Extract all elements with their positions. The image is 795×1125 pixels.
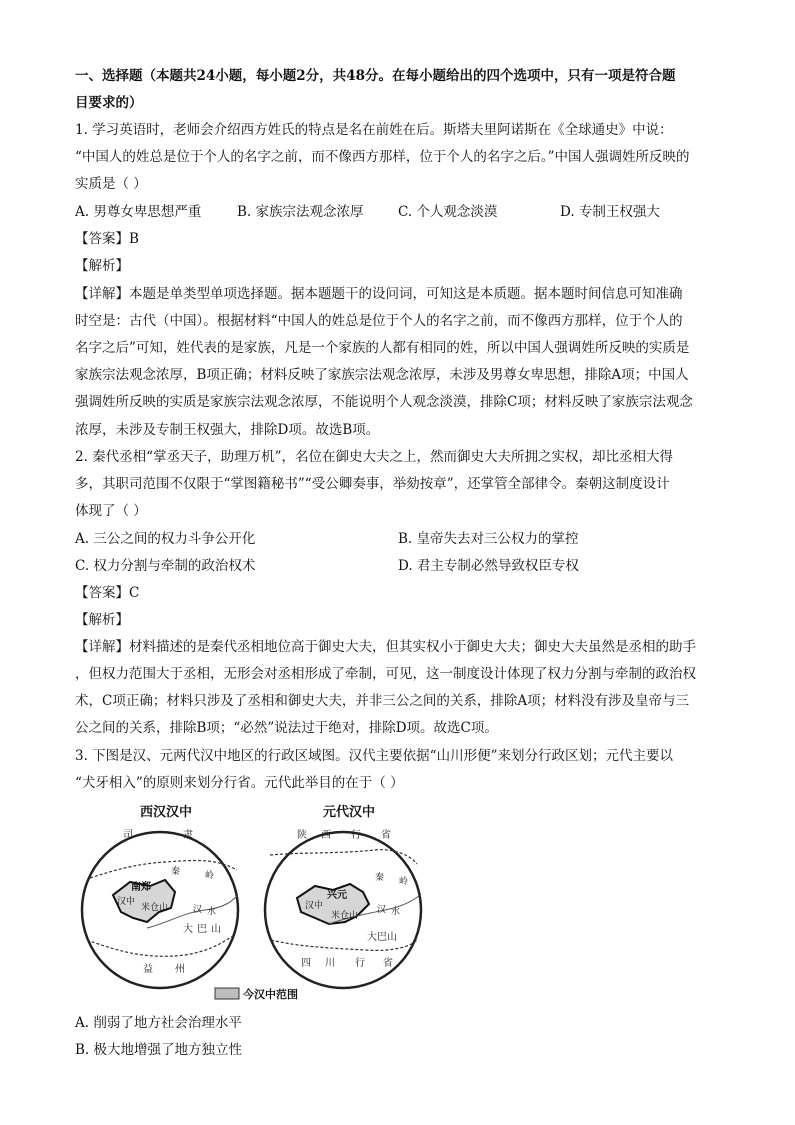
q3-option-b: B. 极大地增强了地方独立性	[75, 1042, 243, 1058]
map-left-label-han: 汉	[193, 905, 203, 915]
q1-detail-line2: 时空是：古代（中国）。根据材料“中国人的姓总是位于个人的名字之前，而不像西方那样，位于个人的	[75, 313, 683, 329]
q2-analysis-label: 【解析】	[75, 612, 129, 628]
q1-stem-line2: “中国人的姓总是位于个人的名字之前，而不像西方那样，位于个人的名字之后。”中国人强调姓所反映的	[75, 149, 690, 165]
map-left-label-ba: 巴	[197, 924, 207, 935]
q2-detail-line4: 公之间的关系，排除B项；“必然”说法过于绝对，排除D项。故选C项。	[75, 720, 498, 736]
map-right-title: 元代汉中	[323, 805, 376, 820]
map-right-label-xingyuan: 兴元	[327, 890, 347, 901]
map-right-label-sheng2: 省	[383, 958, 393, 969]
q1-detail-line1: 【详解】本题是单类型单项选择题。据本题题干的设问词，可知这是本质题。据本题时间信息可知准确	[75, 286, 683, 302]
map-left-label-zhou: 州	[175, 964, 185, 975]
map-left-title: 西汉汉中	[140, 805, 193, 820]
map-left-label-hanzhong: 汉中	[117, 897, 136, 907]
map-left-label-qin: 秦	[171, 867, 181, 877]
section-header-line1: 一、选择题（本题共24小题，每小题2分，共48分。在每小题给出的四个选项中，只有一项是符合题	[75, 68, 676, 84]
map-right-label-qin: 秦	[375, 873, 385, 883]
q2-option-c: C. 权力分割与牵制的政治权术	[75, 558, 256, 574]
map-right-label-xing: 行	[351, 830, 361, 841]
map-right-label-micangshan: 米仓山	[331, 911, 359, 921]
map-left-label-yi: 益	[143, 964, 153, 975]
q2-option-d: D. 君主专制必然导致权臣专权	[398, 558, 579, 574]
q3-stem-line1: 3. 下图是汉、元两代汉中地区的行政区域图。汉代主要依据“山川形便”来划分行政区划；元代主要以	[75, 748, 673, 764]
map-right-label-dabashan: 大巴山	[367, 932, 397, 943]
q2-stem-line1: 2. 秦代丞相“掌丞天子，助理万机”，名位在御史大夫之上，然而御史大夫所拥之实权，却比丞相大得	[75, 449, 673, 465]
q1-detail-line4: 家族宗法观念浓厚，B项正确；材料反映了家族宗法观念浓厚，未涉及男尊女卑思想，排除A项；中国人	[75, 367, 689, 383]
map-right-label-ling: 岭	[399, 877, 409, 887]
map-right-label-sheng: 省	[381, 830, 391, 841]
map-left-label-da: 大	[183, 924, 193, 935]
map-left-label-li: 隶	[183, 830, 193, 841]
q2-answer: 【答案】C	[75, 585, 140, 601]
q1-detail-line3: 名字之后”可知，姓代表的是家族，凡是一个家族的人都有相同的姓，所以中国人强调姓所反映的实质是	[75, 340, 690, 356]
hanzhong-map-svg	[75, 800, 435, 1005]
q1-analysis-label: 【解析】	[75, 258, 129, 274]
map-right-label-shaan: 陕	[297, 830, 307, 841]
hanzhong-map-figure	[75, 800, 435, 1005]
q1-detail-line5: 强调姓所反映的实质是家族宗法观念浓厚，不能说明个人观念淡漠，排除C项；材料反映了家族宗法观念	[75, 394, 693, 410]
q1-option-b: B. 家族宗法观念浓厚	[237, 204, 364, 220]
map-right-label-xi: 西	[321, 830, 331, 841]
map-left-label-shui: 水	[207, 907, 217, 917]
q1-detail-line6: 浓厚，未涉及专制王权强大，排除D项。故选B项。	[75, 422, 380, 438]
map-legend-label: 今汉中范围	[243, 988, 298, 1001]
map-left-label-si: 司	[123, 830, 133, 841]
q1-answer: 【答案】B	[75, 231, 139, 247]
section-header-line2: 目要求的）	[75, 95, 143, 111]
q1-option-a: A. 男尊女卑思想严重	[75, 204, 202, 220]
q2-stem-line3: 体现了（ ）	[75, 503, 147, 519]
q2-detail-line3: 术，C项正确；材料只涉及了丞相和御史大夫，并非三公之间的关系，排除A项；材料没有涉及皇帝与三	[75, 693, 690, 709]
map-left-label-shan: 山	[211, 924, 221, 935]
q3-option-a: A. 削弱了地方社会治理水平	[75, 1015, 242, 1031]
map-legend-swatch	[215, 988, 239, 999]
q2-option-a: A. 三公之间的权力斗争公开化	[75, 531, 256, 547]
map-right-label-shui: 水	[391, 907, 401, 917]
map-right-label-han: 汉	[377, 905, 387, 915]
q1-stem-line3: 实质是（ ）	[75, 176, 147, 192]
q1-option-d: D. 专制王权强大	[560, 204, 660, 220]
map-right-label-xing2: 行	[355, 958, 365, 969]
q2-detail-line2: ，但权力范围大于丞相，无形会对丞相形成了牵制，可见，这一制度设计体现了权力分割与牵制的政治权	[75, 666, 696, 682]
q2-detail-line1: 【详解】材料描述的是秦代丞相地位高于御史大夫，但其实权小于御史大夫；御史大夫虽然是丞相的助手	[75, 639, 696, 655]
q1-option-c: C. 个人观念淡漠	[398, 204, 498, 220]
q2-option-b: B. 皇帝失去对三公权力的掌控	[398, 531, 579, 547]
q3-stem-line2: “犬牙相入”的原则来划分行省。元代此举目的在于（ ）	[75, 775, 404, 791]
map-left-label-ling: 岭	[205, 871, 215, 881]
q2-stem-line2: 多，其职司范围不仅限于“掌图籍秘书”“受公卿奏事，举劾按章”，还掌管全部律令。秦朝这制度设计	[75, 476, 670, 492]
q1-stem-line1: 1. 学习英语时，老师会介绍西方姓氏的特点是名在前姓在后。斯塔夫里阿诺斯在《全球通史》中说：	[75, 122, 673, 138]
map-right-label-chuan: 川	[325, 958, 335, 969]
map-left-label-nanzheng: 南郑	[131, 882, 151, 893]
map-right-label-si: 四	[301, 958, 311, 969]
map-left-label-micangshan: 米仓山	[141, 903, 169, 913]
map-right-label-hanzhong: 汉中	[305, 901, 324, 911]
